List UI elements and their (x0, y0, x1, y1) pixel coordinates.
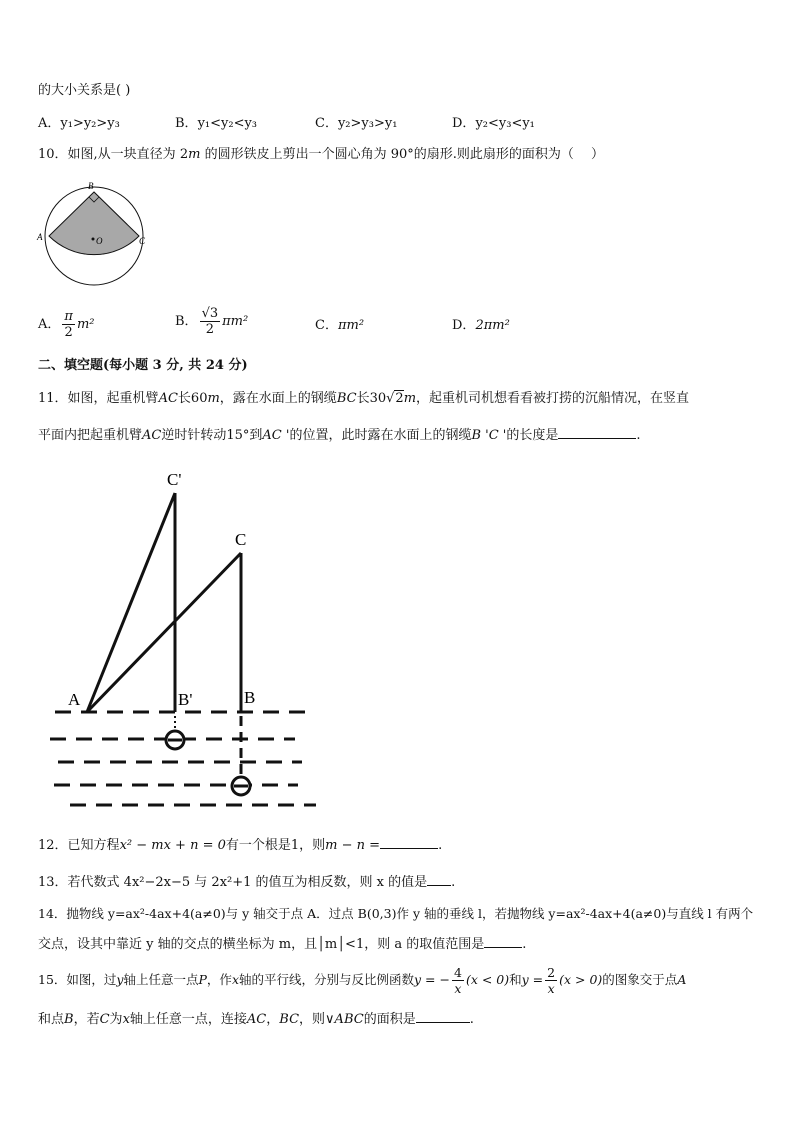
label-c: C (235, 530, 247, 549)
q10-label-a: A (37, 232, 43, 242)
label-b: B (244, 688, 256, 707)
q10-option-a: A． $\frac{\pi}{2}$ m² (38, 309, 95, 340)
q14-line-1: 14．抛物线 y=ax²-4ax+4(a≠0)与 y 轴交于点 A．过点 B(0,3)作 y 轴的垂线 l，若抛物线 y=ax²-4ax+4(a≠0)与直线 l 有两个 (38, 906, 754, 921)
q10-figure (34, 176, 154, 288)
q13-answer-blank[interactable] (427, 885, 451, 886)
q10-stem: 10．如图,从一块直径为 2m 的圆形铁皮上剪出一个圆心角为 90°的扇形.则此扇形的面积为（ ） (38, 147, 605, 162)
label-c-prime: C' (167, 470, 182, 489)
q11-figure (40, 465, 330, 815)
q15-line-2: 和点B，若C为x轴上任意一点，连接AC，BC，则∨ABC的面积是 . (38, 1012, 474, 1027)
q9-option-d: D．y₂<y₃<y₁ (452, 116, 535, 131)
section-title: 二、填空题(每小题 3 分, 共 24 分) (38, 358, 248, 373)
q10-option-b: B． $\frac{√3}{2}$ πm² (175, 306, 249, 337)
q10-sector (49, 192, 139, 255)
q10-label-o: O (96, 236, 103, 246)
q10-center-dot (92, 238, 95, 241)
q10-option-d: D．2πm² (452, 318, 510, 333)
q14-answer-blank[interactable] (484, 947, 522, 948)
q9-option-a: A．y₁>y₂>y₃ (38, 116, 120, 131)
q15-line-1: 15．如图，过y轴上任意一点P，作x轴的平行线，分别与反比例函数y = − $\frac{4}{x}$ (x < 0)和y = $\frac{2}{x}$ (x > 0)的图象交于点A (38, 965, 687, 996)
q15-answer-blank[interactable] (416, 1022, 470, 1023)
q11-line-2: 平面内把起重机臂AC逆时针转动15°到AC '的位置，此时露在水面上的钢缆B 'C '的长度是 . (38, 428, 641, 443)
q12-answer-blank[interactable] (380, 848, 438, 849)
q14-line-2: 交点，设其中靠近 y 轴的交点的横坐标为 m，且│m│<1，则 a 的取值范围是 . (38, 937, 527, 952)
q9-tail: 的大小关系是( ) (38, 83, 131, 98)
q9-option-b: B．y₁<y₂<y₃ (175, 116, 258, 131)
arm-ac (87, 553, 241, 712)
label-b-prime: B' (178, 690, 193, 709)
arm-ac-prime (87, 493, 175, 712)
q11-answer-blank[interactable] (558, 438, 636, 439)
label-a: A (68, 690, 81, 709)
q11-line-1: 11．如图，起重机臂AC长60m，露在水面上的钢缆BC长30√2m，起重机司机想看看被打捞的沉船情况，在竖直 (38, 391, 690, 406)
q10-label-b: B (88, 181, 94, 191)
q10-option-c: C．πm² (315, 318, 365, 333)
q10-label-c: C (139, 236, 146, 246)
q12: 12．已知方程x² − mx + n = 0有一个根是1，则m − n = . (38, 838, 443, 853)
q9-option-c: C．y₂>y₃>y₁ (315, 116, 398, 131)
q13: 13．若代数式 4x²−2x−5 与 2x²+1 的值互为相反数，则 x 的值是 . (38, 875, 456, 890)
